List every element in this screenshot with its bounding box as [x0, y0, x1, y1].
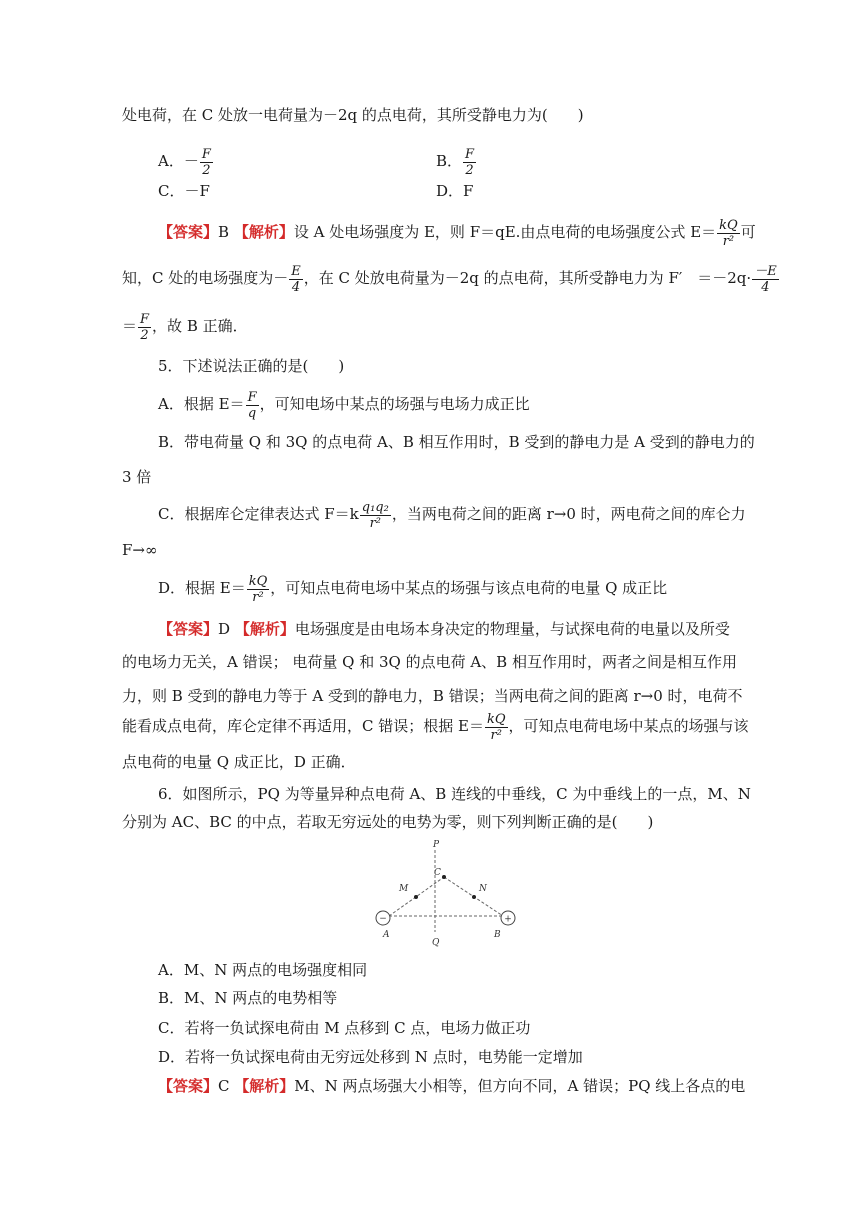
q4-option-c: C．－F	[158, 182, 210, 200]
q5-stem: 5．下述说法正确的是( )	[158, 357, 345, 375]
q5-answer-line2: 的电场力无关，A 错误； 电荷量 Q 和 3Q 的点电荷 A、B 相互作用时，两者之间是相互作用	[122, 653, 737, 671]
label-n: N	[479, 884, 487, 894]
q4-answer-line3: ＝ $\frac{F}{2}$ ，故 B 正确．	[122, 311, 248, 343]
fraction: $\frac{\text{q₁q₂}}{\text{r²}}$	[361, 499, 389, 531]
q5-answer-line3: 力，则 B 受到的静电力等于 A 受到的静电力，B 错误；当两电荷之间的距离 r→0 时，电荷不	[122, 687, 743, 705]
q4-answer-line1: 【答案】B 【解析】设 A 处电场强度为 E，则 F＝qE.由点电荷的电场强度公式 E＝ $\frac{kQ}{\text{r²}}$ 可	[158, 217, 756, 249]
q5-answer-line5: 点电荷的电量 Q 成正比，D 正确．	[122, 753, 356, 771]
q6-answer-line1: 【答案】C 【解析】M、N 两点场强大小相等，但方向不同，A 错误；PQ 线上各点的电	[158, 1077, 746, 1095]
q5-option-b-line1: B．带电荷量 Q 和 3Q 的点电荷 A、B 相互作用时，B 受到的静电力是 A 受到的静电力的	[158, 433, 755, 451]
q5-option-c: C．根据库仑定律表达式 F＝k $\frac{\text{q₁q₂}}{\text{r²}}$ ，当两电荷之间的距离 r→0 时，两电荷之间的库仑力	[158, 499, 746, 531]
fraction: $\frac{kQ}{\text{r²}}$	[248, 573, 268, 605]
q4-option-b: B． $\frac{F}{2}$	[436, 146, 475, 178]
fraction: $\frac{F}{2}$	[140, 311, 150, 343]
label-b: B	[494, 930, 501, 940]
q5-answer-line1: 【答案】D 【解析】电场强度是由电场本身决定的物理量，与试探电荷的电量以及所受	[158, 620, 730, 638]
fraction: $\frac{kQ}{\text{r²}}$	[719, 217, 738, 249]
q6-stem-line1: 6．如图所示，PQ 为等量异种点电荷 A、B 连线的中垂线，C 为中垂线上的一点，M、N	[158, 785, 751, 803]
fraction: $\frac{E}{4}$	[291, 263, 301, 295]
q5-option-b-line2: 3 倍	[122, 468, 152, 486]
fraction: $\frac{F}{q}$	[247, 389, 257, 421]
q5-option-c-line2: F→∞	[122, 541, 158, 559]
point-c	[442, 875, 446, 879]
label-a: A	[383, 930, 390, 940]
fraction: $\frac{-E}{4}$	[754, 263, 777, 295]
q5-option-d: D．根据 E＝ $\frac{kQ}{\text{r²}}$ ，可知点电荷电场中某点的场强与该点电荷的电量 Q 成正比	[158, 573, 668, 605]
q6-option-a: A．M、N 两点的电场强度相同	[158, 961, 368, 979]
q5-option-a: A．根据 E＝ $\frac{F}{q}$ ，可知电场中某点的场强与电场力成正比	[158, 389, 530, 421]
charge-a-sign: −	[379, 914, 387, 924]
q4-option-a: A．－ $\frac{F}{2}$	[158, 146, 211, 178]
label-q: Q	[432, 938, 440, 948]
label-c: C	[434, 868, 441, 878]
q4-option-d: D．F	[436, 182, 474, 200]
q6-option-c: C．若将一负试探电荷由 M 点移到 C 点，电场力做正功	[158, 1019, 531, 1037]
fraction: $\frac{F}{2}$	[465, 146, 475, 178]
label-m: M	[399, 884, 409, 894]
q6-option-d: D．若将一负试探电荷由无穷远处移到 N 点时，电势能一定增加	[158, 1048, 583, 1066]
q6-stem-line2: 分别为 AC、BC 的中点，若取无穷远处的电势为零，则下列判断正确的是( )	[122, 813, 654, 831]
charge-b-sign: +	[504, 914, 512, 925]
fraction: $\frac{kQ}{\text{r²}}$	[486, 711, 506, 743]
q4-answer-line2: 知，C 处的电场强度为－ $\frac{E}{4}$ ，在 C 处放电荷量为－2q 的点电荷，其所受静电力为 F′ ＝－2q· $\frac{-E}{4}$	[122, 263, 777, 295]
q6-option-b: B．M、N 两点的电势相等	[158, 989, 338, 1007]
charge-diagram	[366, 836, 522, 952]
q5-answer-line4: 能看成点电荷，库仑定律不再适用，C 错误；根据 E＝ $\frac{kQ}{\text{r²}}$ ，可知点电荷电场中某点的场强与该	[122, 711, 749, 743]
point-n	[472, 895, 476, 899]
fraction: $\frac{F}{2}$	[201, 146, 211, 178]
q4-stem-tail: 处电荷，在 C 处放一电荷量为－2q 的点电荷，其所受静电力为( )	[122, 106, 584, 124]
point-m	[414, 895, 418, 899]
label-p: P	[433, 840, 440, 850]
